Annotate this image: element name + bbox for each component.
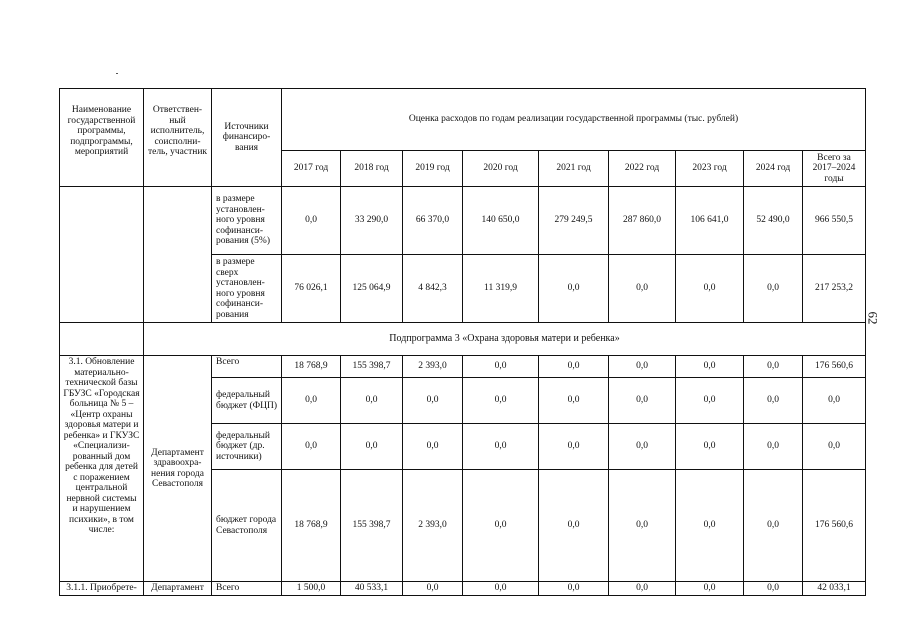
empty-responsible-cell	[144, 187, 212, 323]
header-estimate: Оценка расходов по годам реализации государственной программы (тыс. рублей)	[282, 89, 866, 151]
header-sources: Источники финансиро-вания	[212, 89, 282, 187]
value-cell: 0,0	[676, 582, 744, 596]
source-cell: в размере сверх установлен-ного уровня софинанси-рования	[212, 255, 282, 323]
value-cell: 0,0	[676, 356, 744, 378]
header-responsible: Ответствен-ный исполнитель, соисполни-тель, участник	[144, 89, 212, 187]
value-cell: 0,0	[609, 470, 676, 582]
value-cell: 40 533,1	[341, 582, 403, 596]
value-cell: 0,0	[676, 378, 744, 424]
year-header: 2017 год	[282, 151, 341, 187]
value-cell: 0,0	[539, 470, 609, 582]
value-cell: 0,0	[609, 356, 676, 378]
value-cell: 0,0	[463, 424, 539, 470]
value-cell: 76 026,1	[282, 255, 341, 323]
value-cell: 0,0	[539, 582, 609, 596]
subprogram-title: Подпрограмма 3 «Охрана здоровья матери и ребенка»	[144, 323, 866, 356]
last-row-responsible: Департамент	[144, 582, 212, 596]
value-cell: 0,0	[463, 378, 539, 424]
value-cell: 0,0	[539, 255, 609, 323]
empty-name-cell	[60, 187, 144, 323]
value-cell: 0,0	[744, 424, 803, 470]
measure-name: 3.1. Обновление материально-технической базы ГБУЗС «Городская больница № 5 – «Центр охраны здоровья матери и ребенка» и ГКУЗС «Специализи-рованный дом ребенка для детей с поражением центральной нервной системы и нарушением психики», в том числе:	[60, 356, 144, 582]
value-cell: 18 768,9	[282, 356, 341, 378]
source-cell: Всего	[212, 582, 282, 596]
value-cell: 0,0	[744, 470, 803, 582]
value-cell: 4 842,3	[403, 255, 463, 323]
value-cell: 1 500,0	[282, 582, 341, 596]
value-cell: 0,0	[539, 424, 609, 470]
stray-mark	[116, 73, 118, 74]
value-cell: 966 550,5	[803, 187, 866, 255]
table-row	[60, 187, 866, 255]
header-name: Наименование государственной программы, подпрограммы, мероприятий	[60, 89, 144, 187]
value-cell: 279 249,5	[539, 187, 609, 255]
value-cell: 155 398,7	[341, 356, 403, 378]
value-cell: 0,0	[282, 378, 341, 424]
value-cell: 0,0	[676, 470, 744, 582]
budget-table	[59, 88, 866, 596]
value-cell: 0,0	[282, 424, 341, 470]
source-cell: бюджет города Севастополя	[212, 470, 282, 582]
year-header: 2019 год	[403, 151, 463, 187]
value-cell: 125 064,9	[341, 255, 403, 323]
value-cell: 155 398,7	[341, 470, 403, 582]
value-cell: 0,0	[403, 582, 463, 596]
source-cell: федеральный бюджет (ФЦП)	[212, 378, 282, 424]
value-cell: 0,0	[539, 356, 609, 378]
header-row-1	[60, 89, 866, 151]
year-header: 2021 год	[539, 151, 609, 187]
source-cell: в размере установлен-ного уровня софинанси-рования (5%)	[212, 187, 282, 255]
year-header: 2020 год	[463, 151, 539, 187]
value-cell: 0,0	[463, 470, 539, 582]
value-cell: 0,0	[609, 424, 676, 470]
value-cell: 2 393,0	[403, 356, 463, 378]
subprogram-row	[60, 323, 866, 356]
value-cell: 0,0	[609, 255, 676, 323]
value-cell: 0,0	[282, 187, 341, 255]
value-cell: 0,0	[403, 378, 463, 424]
value-cell: 18 768,9	[282, 470, 341, 582]
value-cell: 287 860,0	[609, 187, 676, 255]
value-cell: 140 650,0	[463, 187, 539, 255]
value-cell: 0,0	[539, 378, 609, 424]
year-header: 2018 год	[341, 151, 403, 187]
table-row	[60, 582, 866, 596]
value-cell: 0,0	[463, 356, 539, 378]
value-cell: 176 560,6	[803, 356, 866, 378]
measure-responsible: Департамент здравоохра-нения города Севастополя	[144, 356, 212, 582]
table-row	[60, 356, 866, 378]
value-cell: 0,0	[803, 378, 866, 424]
empty-cell	[60, 323, 144, 356]
value-cell: 2 393,0	[403, 470, 463, 582]
value-cell: 52 490,0	[744, 187, 803, 255]
value-cell: 0,0	[403, 424, 463, 470]
value-cell: 217 253,2	[803, 255, 866, 323]
value-cell: 0,0	[676, 255, 744, 323]
value-cell: 33 290,0	[341, 187, 403, 255]
year-header: 2023 год	[676, 151, 744, 187]
source-cell: Всего	[212, 356, 282, 378]
value-cell: 0,0	[744, 255, 803, 323]
value-cell: 176 560,6	[803, 470, 866, 582]
value-cell: 0,0	[744, 356, 803, 378]
value-cell: 0,0	[744, 378, 803, 424]
page-number: 62	[865, 311, 881, 325]
value-cell: 66 370,0	[403, 187, 463, 255]
year-header: Всего за 2017–2024 годы	[803, 151, 866, 187]
value-cell: 42 033,1	[803, 582, 866, 596]
value-cell: 0,0	[609, 378, 676, 424]
source-cell: федеральный бюджет (др. источники)	[212, 424, 282, 470]
value-cell: 106 641,0	[676, 187, 744, 255]
value-cell: 0,0	[463, 582, 539, 596]
value-cell: 0,0	[803, 424, 866, 470]
last-row-name: 3.1.1. Приобрете-	[60, 582, 144, 596]
value-cell: 0,0	[744, 582, 803, 596]
year-header: 2024 год	[744, 151, 803, 187]
year-header: 2022 год	[609, 151, 676, 187]
value-cell: 11 319,9	[463, 255, 539, 323]
value-cell: 0,0	[676, 424, 744, 470]
value-cell: 0,0	[609, 582, 676, 596]
value-cell: 0,0	[341, 378, 403, 424]
value-cell: 0,0	[341, 424, 403, 470]
